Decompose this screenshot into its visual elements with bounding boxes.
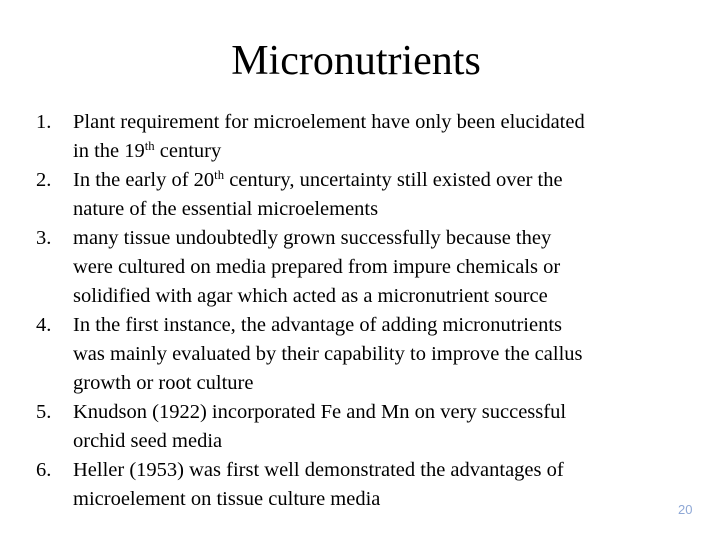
- list-item: [36, 398, 686, 456]
- list-item-line: [73, 195, 686, 224]
- list-item-line: [73, 485, 686, 514]
- list-item-text: growth or root culture: [73, 372, 254, 394]
- list-item-line: [73, 166, 686, 195]
- list-item: [36, 311, 686, 398]
- list-item-text: Knudson (1922) incorporated Fe and Mn on very successful: [73, 401, 567, 423]
- list-item: [36, 166, 686, 224]
- list-item: [36, 224, 686, 311]
- list-item-text: In the first instance, the advantage of adding micronutrients: [73, 314, 562, 336]
- list-item-line: [73, 427, 686, 456]
- list-item-line: [73, 311, 686, 340]
- list-item-text: In the early of 20: [73, 169, 215, 191]
- list-item-text: was mainly evaluated by their capability to improve the callus: [73, 343, 583, 365]
- list-item-number: 3.: [36, 227, 52, 249]
- list-item-number: 4.: [36, 314, 52, 336]
- superscript: th: [214, 168, 225, 183]
- list-item-line: [73, 398, 686, 427]
- list-item-text: century: [154, 140, 222, 162]
- list-item-number: 5.: [36, 401, 52, 423]
- list-item-line: [73, 137, 686, 166]
- list-item-number: 6.: [36, 459, 52, 481]
- list-item-line: [73, 108, 686, 137]
- list-item-line: [73, 253, 686, 282]
- list-item-number: 1.: [36, 111, 52, 133]
- list-item-text: in the 19: [73, 140, 145, 162]
- list-item-text: Heller (1953) was first well demonstrated the advantages of: [73, 459, 564, 481]
- list-item-text: solidified with agar which acted as a micronutrient source: [73, 285, 548, 307]
- list-item-line: [73, 340, 686, 369]
- list-item-line: [73, 224, 686, 253]
- list-item-text: century, uncertainty still existed over the: [224, 169, 563, 191]
- list-item-text: nature of the essential microelements: [73, 198, 379, 220]
- list-item: [36, 108, 686, 166]
- numbered-list: [36, 108, 686, 514]
- slide-title: Micronutrients: [231, 38, 481, 84]
- page-number: 20: [678, 502, 693, 517]
- list-item-line: [73, 282, 686, 311]
- list-item-text: orchid seed media: [73, 430, 223, 452]
- superscript: th: [144, 139, 155, 154]
- list-item-text: microelement on tissue culture media: [73, 488, 381, 510]
- list-item-text: Plant requirement for microelement have only been elucidated: [73, 111, 585, 133]
- list-item-line: [73, 369, 686, 398]
- list-item-text: many tissue undoubtedly grown successfully because they: [73, 227, 552, 249]
- list-item-number: 2.: [36, 169, 52, 191]
- list-item-text: were cultured on media prepared from impure chemicals or: [73, 256, 561, 278]
- list-item-line: [73, 456, 686, 485]
- list-item: [36, 456, 686, 514]
